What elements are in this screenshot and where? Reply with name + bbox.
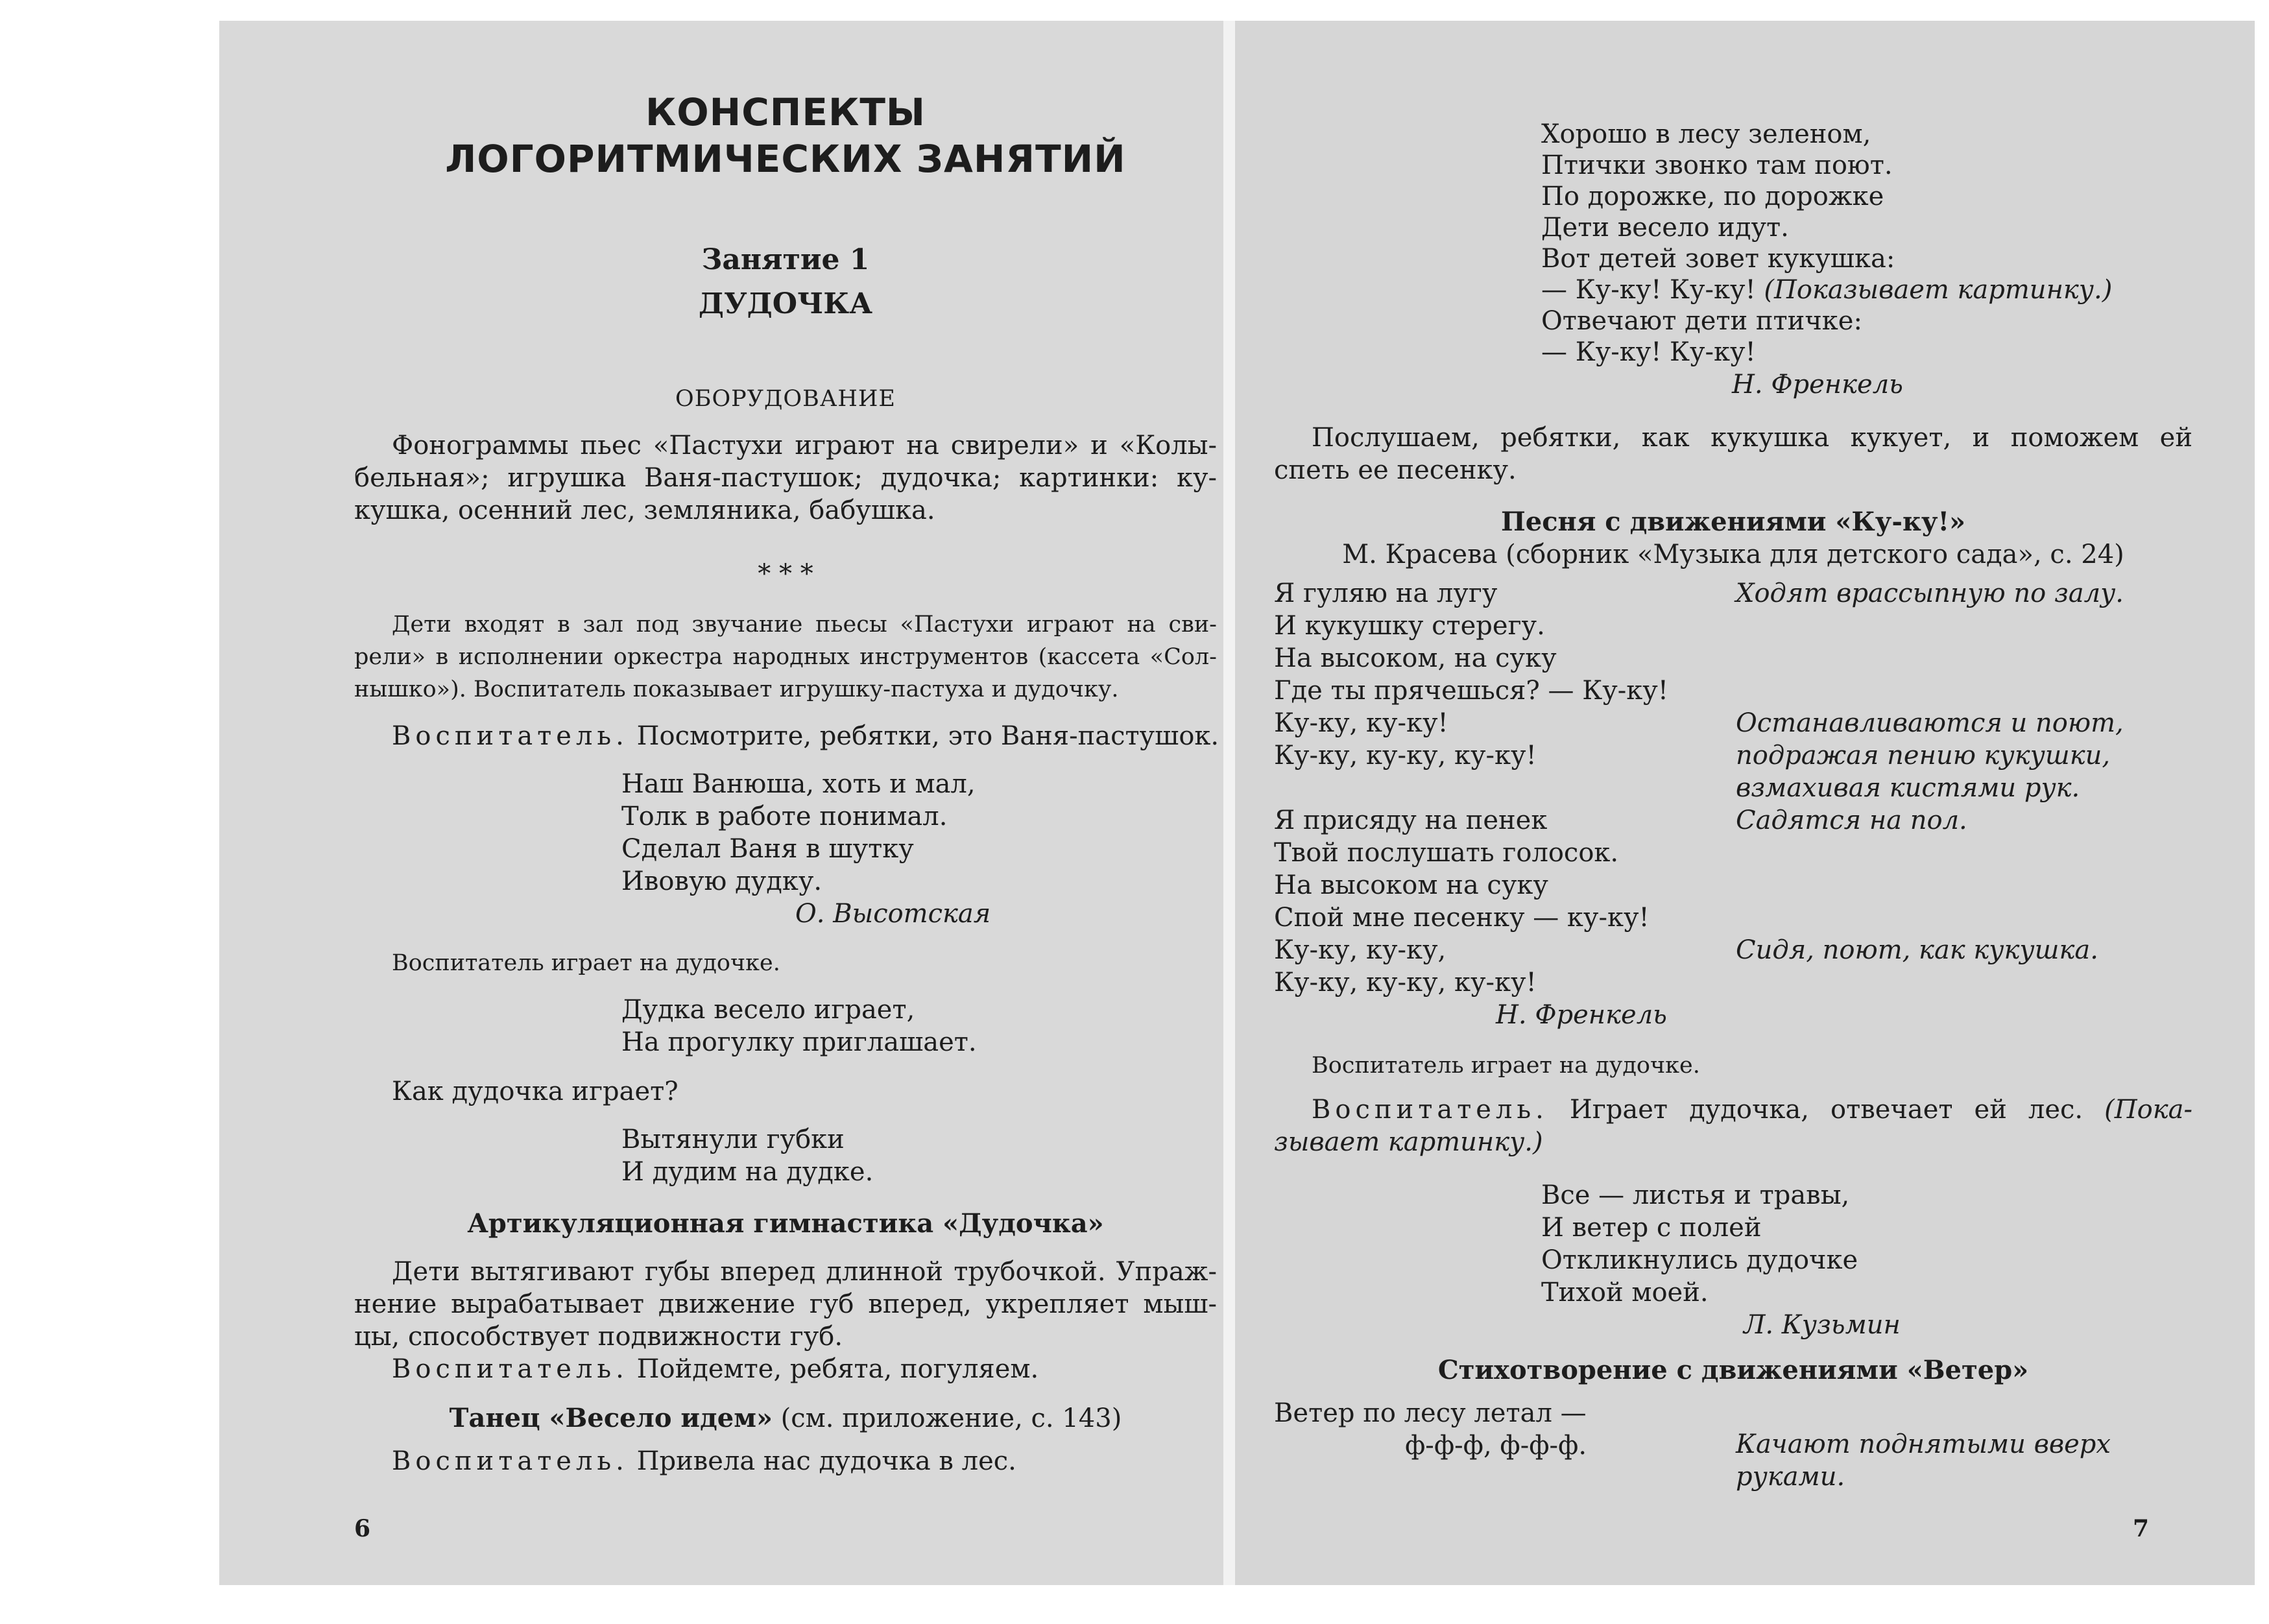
speaker-text: Играет дудочка, отвечает ей лес. (1548, 1095, 2083, 1125)
poem-author: Н. Френкель (1496, 1000, 1667, 1030)
poem-line: Тихой моей. (1541, 1278, 1709, 1308)
poem-line: Сделал Ваня в шутку (621, 834, 914, 864)
song-line: Ку-ку, ку-ку, (1274, 935, 1447, 965)
body-line: Послушаем, ребятки, как кукушка кукует, и поможем ей (1312, 423, 2192, 453)
question-line: Как дудочка играет? (392, 1077, 678, 1106)
song-line: Где ты прячешься? — Ку-ку! (1274, 676, 1668, 706)
song-line: Ку-ку, ку-ку, ку-ку! (1274, 741, 1537, 770)
speaker-text: Пойдемте, ребята, погуляем. (628, 1354, 1039, 1384)
speaker-line (392, 720, 1219, 752)
section-heading: Артикуляционная гимнастика «Дудочка» (467, 1208, 1104, 1239)
stage-direction: (Показывает картинку.) (1755, 275, 2113, 305)
speaker-text: Посмотрите, ребятки, это Ваня-пастушок. (628, 721, 1219, 751)
movement-direction: подражая пению кукушки, (1736, 741, 2111, 770)
gymnastics-line: цы, способствует подвижности губ. (354, 1322, 843, 1352)
poem-author: О. Высотская (795, 899, 991, 929)
poem-line: Вот детей зовет кукушка: (1541, 244, 1895, 274)
section-heading: Песня с движениями «Ку-ку!» (1500, 507, 1966, 537)
equipment-line: Фонограммы пьес «Пастухи играют на свирели» и «Колы- (392, 431, 1217, 460)
body-line: спеть ее песенку. (1274, 455, 1517, 485)
page-title-line-2: ЛОГОРИТМИЧЕСКИХ ЗАНЯТИЙ (445, 137, 1126, 181)
song-line: И кукушку стерегу. (1274, 611, 1545, 641)
poem-line: Птички звонко там поют. (1541, 150, 1893, 180)
poem-line: И ветер с полей (1541, 1213, 1762, 1243)
speaker-label: Воспитатель. (392, 721, 629, 751)
poem-line: И дудим на дудке. (621, 1157, 874, 1187)
poem-cuckoo-text: — Ку-ку! Ку-ку! (1541, 275, 1756, 305)
poem-line: На прогулку приглашает. (621, 1027, 977, 1057)
stage-remark: Воспитатель играет на дудочке. (392, 950, 780, 976)
poem-line: Отвечают дети птичке: (1541, 306, 1862, 336)
song-line: На высоком, на суку (1274, 643, 1557, 673)
poem-line: Наш Ванюша, хоть и мал, (621, 769, 976, 799)
section-heading-bold: Танец «Весело идем» (449, 1403, 773, 1433)
poem-line: Откликнулись дудочке (1541, 1245, 1858, 1275)
poem-line: Ивовую дудку. (621, 866, 822, 896)
poem-line: По дорожке, по дорожке (1541, 182, 1884, 211)
song-line: Я присяду на пенек (1274, 806, 1548, 835)
song-source: М. Красева (сборник «Музыка для детского сада», с. 24) (1342, 540, 2124, 569)
poem-line: Хорошо в лесу зеленом, (1541, 119, 1871, 149)
song-line: Ку-ку, ку-ку! (1274, 708, 1448, 738)
equipment-line: кушка, осенний лес, земляника, бабушка. (354, 496, 935, 525)
movement-direction: Останавливаются и поют, (1736, 708, 2124, 738)
section-heading (354, 1402, 1217, 1435)
song-line: Ку-ку, ку-ку, ку-ку! (1274, 968, 1537, 997)
gymnastics-line: нение вырабатывает движение губ вперед, укрепляет мыш- (354, 1289, 1217, 1319)
speaker-line (1274, 1093, 2192, 1126)
speaker-line (392, 1445, 1016, 1477)
movement-direction: руками. (1736, 1462, 1845, 1492)
speaker-label: Воспитатель. (1312, 1095, 1548, 1125)
lesson-number: Занятие 1 (701, 243, 870, 276)
song-line: Твой послушать голосок. (1274, 838, 1619, 868)
poem-line: Ветер по лесу летал — (1274, 1398, 1587, 1428)
poem-line: Вытянули губки (621, 1125, 845, 1154)
speaker-label: Воспитатель. (392, 1446, 629, 1476)
intro-line: Дети входят в зал под звучание пьесы «Пастухи играют на сви- (392, 612, 1217, 638)
lesson-title: ДУДОЧКА (698, 287, 873, 320)
equipment-heading: ОБОРУДОВАНИЕ (675, 386, 896, 412)
stage-direction: (Пока- (2083, 1095, 2192, 1125)
movement-direction: Ходят врассыпную по залу. (1736, 579, 2124, 608)
section-heading-rest: (см. приложение, с. 143) (772, 1403, 1122, 1433)
intro-line: рели» в исполнении оркестра народных инструментов (кассета «Сол- (354, 644, 1217, 670)
section-separator: * * * (758, 559, 813, 589)
movement-direction: Качают поднятыми вверх (1736, 1429, 2111, 1459)
poem-line: Дудка весело играет, (621, 995, 915, 1025)
speaker-label: Воспитатель. (392, 1354, 629, 1384)
speaker-text: Привела нас дудочка в лес. (628, 1446, 1016, 1476)
intro-line: нышко»). Воспитатель показывает игрушку-пастуха и дудочку. (354, 676, 1119, 702)
poem-author: Л. Кузьмин (1744, 1310, 1901, 1340)
poem-author: Н. Френкель (1732, 370, 1903, 400)
book-gutter (1223, 21, 1235, 1585)
song-line: Спой мне песенку — ку-ку! (1274, 903, 1650, 933)
gymnastics-line: Дети вытягивают губы вперед длинной трубочкой. Упраж- (392, 1257, 1217, 1287)
speaker-line (392, 1353, 1038, 1385)
movement-direction: взмахивая кистями рук. (1736, 773, 2080, 803)
section-heading: Стихотворение с движениями «Ветер» (1437, 1355, 2029, 1385)
stage-direction: зывает картинку.) (1274, 1127, 1543, 1157)
poem-line (1541, 274, 2112, 306)
poem-line: Дети весело идут. (1541, 213, 1789, 243)
movement-direction: Сидя, поют, как кукушка. (1736, 935, 2098, 965)
song-line: На высоком на суку (1274, 870, 1548, 900)
song-line: Я гуляю на лугу (1274, 579, 1498, 608)
page-number: 6 (354, 1515, 371, 1542)
poem-line: Толк в работе понимал. (621, 802, 948, 831)
poem-line: ф-ф-ф, ф-ф-ф. (1405, 1431, 1587, 1461)
page-number: 7 (2133, 1515, 2150, 1542)
equipment-line: бельная»; игрушка Ваня-пастушок; дудочка; картинки: ку- (354, 463, 1217, 493)
movement-direction: Садятся на пол. (1736, 806, 1967, 835)
page-title-line-1: КОНСПЕКТЫ (645, 90, 926, 134)
stage-remark: Воспитатель играет на дудочке. (1312, 1053, 1700, 1079)
right-page (1235, 21, 2255, 1585)
poem-line: Все — листья и травы, (1541, 1180, 1850, 1210)
left-page (219, 21, 1223, 1585)
poem-line: — Ку-ку! Ку-ку! (1541, 337, 1756, 367)
